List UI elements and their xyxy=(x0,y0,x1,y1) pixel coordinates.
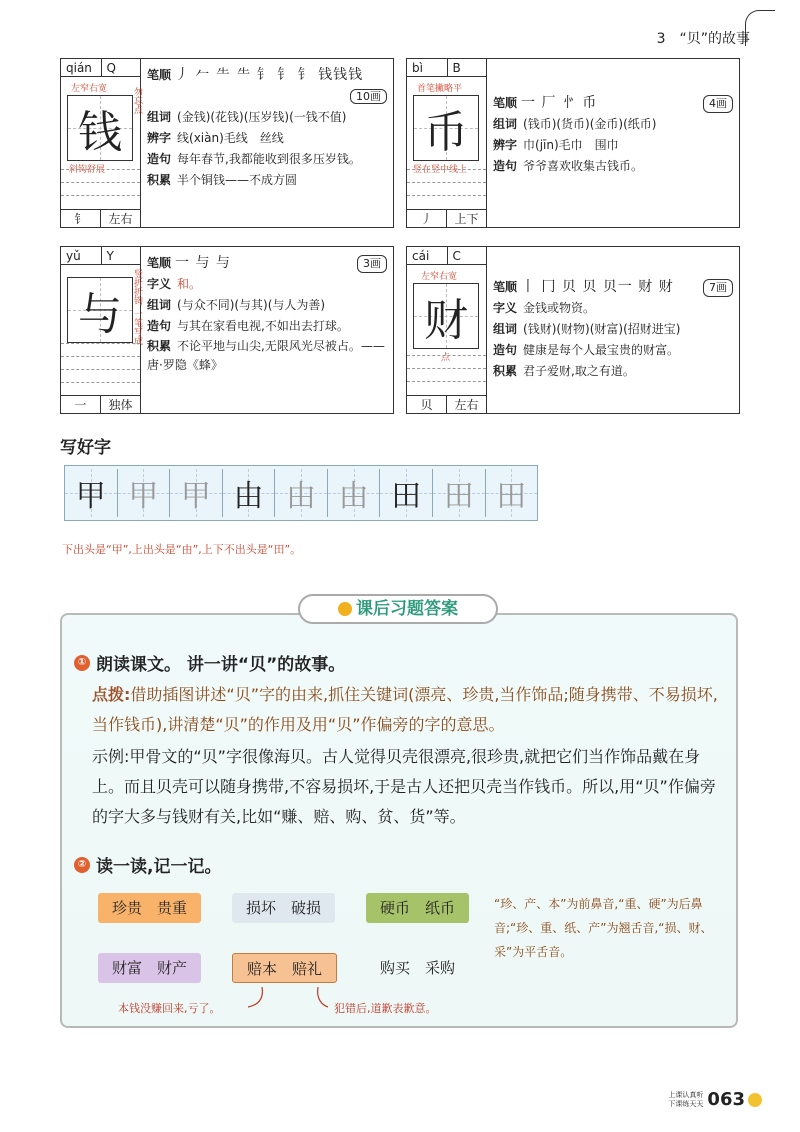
practice-char: 由 xyxy=(338,479,369,514)
stroke-order-line xyxy=(493,93,733,114)
radical: 丿 xyxy=(420,212,433,226)
footer-slogan-line: 下课练天天 xyxy=(668,1099,704,1108)
example-paragraph: 示例:甲骨文的“贝”字很像海贝。古人觉得贝壳很漂亮,很珍贵,就把它们当作饰品戴在身上。而且贝壳可以随身携带,不容易损坏,于是古人还把贝壳当作钱币。所以,用“贝”作偏旁的字大多与钱财有关,比如“赚、赔、购、贫、货”等。 xyxy=(92,747,716,826)
stroke-sequence: 一 厂 㣺 币 xyxy=(521,95,598,111)
structure: 独体 xyxy=(100,396,140,413)
row-text: 与其在家看电视,不如出去打球。 xyxy=(177,319,349,333)
row-label: 积累 xyxy=(147,173,172,187)
pinyin-letter: Y xyxy=(101,247,142,264)
word-chip: 购买 采购 xyxy=(380,959,456,977)
info-row xyxy=(147,295,387,316)
practice-note: 下出头是“甲”,上出头是“由”,上下不出头是“田”。 xyxy=(62,543,302,556)
lightbulb-icon xyxy=(338,602,352,616)
pinyin-row xyxy=(61,59,141,77)
stroke-order-line xyxy=(147,253,387,274)
row-label: 造句 xyxy=(147,152,172,166)
info-row xyxy=(147,128,387,149)
page-header: 3 “贝”的故事 xyxy=(656,31,750,47)
hint-text: 借助插图讲述“贝”字的由来,抓住关键词(漂亮、珍贵,当作饰品;随身携带、不易损坏,当作钱币),讲清楚“贝”的作用及用“贝”作偏旁的字的意思。 xyxy=(92,685,718,734)
char-card-info xyxy=(493,253,733,382)
hint-label: 点拨: xyxy=(92,685,131,704)
writing-hint: 竖折折钩 xyxy=(132,269,142,305)
stroke-label: 笔顺 xyxy=(147,256,172,270)
row-label: 字义 xyxy=(493,301,518,315)
word-chip: 财富 财产 xyxy=(98,953,201,983)
writing-hint: 斜钩舒展 xyxy=(69,165,106,175)
row-label: 组词 xyxy=(147,110,172,124)
section-title-write: 写好字 xyxy=(60,438,111,458)
row-label: 造句 xyxy=(493,159,518,173)
practice-strip xyxy=(64,465,538,521)
word-chip: 珍贵 贵重 xyxy=(98,893,201,923)
big-char: 币 xyxy=(424,107,468,158)
row-label: 组词 xyxy=(147,298,172,312)
footer-slogan-line: 上课认真听 xyxy=(668,1090,704,1099)
practice-cell xyxy=(433,469,486,517)
practice-cell xyxy=(380,469,433,517)
pinyin-letter: C xyxy=(447,247,488,264)
row-label: 辨字 xyxy=(147,131,172,145)
char-card-info xyxy=(493,65,733,177)
char-box xyxy=(67,277,133,343)
char-card-bi xyxy=(406,58,740,228)
tianzige-grid xyxy=(61,343,140,395)
row-text: 不论平地与山尖,无限风光尽被占。——唐·罗隐《蜂》 xyxy=(147,339,385,372)
practice-char: 甲 xyxy=(128,479,159,514)
stroke-order-line xyxy=(147,65,387,86)
row-text: 每年春节,我都能收到很多压岁钱。 xyxy=(177,152,361,166)
pinyin: yǔ xyxy=(66,249,81,263)
info-row xyxy=(147,316,387,337)
arrow-icons xyxy=(240,985,330,1009)
char-card-info xyxy=(147,253,387,375)
structure: 上下 xyxy=(446,210,486,227)
pinyin-row xyxy=(407,247,487,265)
row-text: 君子爱财,取之有道。 xyxy=(523,364,635,378)
stroke-label: 笔顺 xyxy=(147,68,172,82)
row-label: 造句 xyxy=(493,343,518,357)
practice-char: 田 xyxy=(443,479,474,514)
info-row xyxy=(493,340,733,361)
info-row xyxy=(493,298,733,319)
radical: 贝 xyxy=(420,398,433,412)
pinyin: bì xyxy=(412,61,423,75)
practice-char: 甲 xyxy=(75,479,106,514)
char-card-cai xyxy=(406,246,740,414)
word-chip: 硬币 纸币 xyxy=(366,893,469,923)
annotation-left: 本钱没赚回来,亏了。 xyxy=(118,1002,221,1015)
row-label: 造句 xyxy=(147,319,172,333)
page-number: 063 xyxy=(707,1089,745,1110)
char-card-yu xyxy=(60,246,394,414)
practice-cell xyxy=(118,469,171,517)
char-box xyxy=(413,95,479,161)
pronunciation-note: “珍、产、本”为前鼻音,“重、硬”为后鼻音;“珍、重、纸、产”为翘舌音,“损、财、采”为平舌音。 xyxy=(494,897,713,959)
pinyin: qián xyxy=(66,61,92,75)
char-card-left xyxy=(61,247,141,413)
practice-cell xyxy=(275,469,328,517)
row-label: 字义 xyxy=(147,277,172,291)
practice-char: 由 xyxy=(233,479,264,514)
page-footer xyxy=(668,1089,762,1110)
practice-cell xyxy=(223,469,276,517)
info-row xyxy=(147,170,387,191)
row-label: 组词 xyxy=(493,322,518,336)
stroke-sequence: 丿 𠂉 ⺧ ⺧ 钅 钅 钅 钱钱钱 xyxy=(175,67,364,83)
question-number-icon: ① xyxy=(74,655,90,671)
info-row xyxy=(147,149,387,170)
char-card-left xyxy=(407,59,487,227)
practice-char: 田 xyxy=(496,479,527,514)
stroke-order-line xyxy=(493,277,733,298)
info-row xyxy=(493,114,733,135)
char-card-qian xyxy=(60,58,394,228)
writing-hint: 首笔撇略平 xyxy=(417,84,463,94)
hint-paragraph xyxy=(92,680,722,740)
row-label: 积累 xyxy=(493,364,518,378)
tianzige-grid xyxy=(407,169,486,209)
annotation-right: 犯错后,道歉表歉意。 xyxy=(334,1002,437,1015)
answers-title xyxy=(298,594,498,624)
practice-cell xyxy=(486,469,538,517)
practice-char: 田 xyxy=(391,479,422,514)
info-row xyxy=(493,156,733,177)
structure: 左右 xyxy=(100,210,140,227)
radical: 一 xyxy=(74,398,87,412)
question-title: 朗读课文。 讲一讲“贝”的故事。 xyxy=(96,655,346,675)
char-card-left xyxy=(407,247,487,413)
stroke-sequence: 丨 冂 贝 贝 贝一 财 财 xyxy=(521,279,674,295)
pinyin: cái xyxy=(412,249,430,263)
char-box xyxy=(413,283,479,349)
info-row xyxy=(147,107,387,128)
stroke-count-badge: 10画 xyxy=(350,89,387,104)
word-chip: 损坏 破损 xyxy=(232,893,335,923)
answers-title-text: 课后习题答案 xyxy=(356,599,458,619)
star-icon xyxy=(748,1093,762,1107)
writing-hint: 左窄右宽 xyxy=(71,84,108,94)
practice-char: 由 xyxy=(286,479,317,514)
question-title: 读一读,记一记。 xyxy=(96,857,222,877)
row-text: (与众不同)(与其)(与人为善) xyxy=(177,298,326,312)
pinyin-row xyxy=(407,59,487,77)
writing-hint: 一笔写成 xyxy=(132,309,142,345)
row-text: 金钱或物资。 xyxy=(523,301,596,315)
pinyin-letter: B xyxy=(447,59,488,76)
char-card-left xyxy=(61,59,141,227)
footer-slogan xyxy=(668,1091,703,1109)
writing-hint: 竖在竖中线上 xyxy=(413,165,468,175)
question-1 xyxy=(74,650,345,675)
writing-hint: 点 xyxy=(441,353,451,363)
stroke-label: 笔顺 xyxy=(493,96,518,110)
row-text: 线(xiàn)毛线 丝线 xyxy=(177,131,284,145)
row-text: 半个铜钱——不成方圆 xyxy=(177,173,298,187)
structure: 左右 xyxy=(446,396,486,413)
info-row xyxy=(493,135,733,156)
stroke-sequence: 一 与 与 xyxy=(175,255,231,271)
stroke-count-badge: 7画 xyxy=(703,279,733,297)
row-text: 健康是每个人最宝贵的财富。 xyxy=(523,343,680,357)
stroke-label: 笔顺 xyxy=(493,280,518,294)
pinyin-row xyxy=(61,247,141,265)
big-char: 与 xyxy=(78,289,122,340)
row-text: (钱币)(货币)(金币)(纸币) xyxy=(523,117,657,131)
stroke-count-badge: 3画 xyxy=(357,255,387,273)
stroke-count-badge: 4画 xyxy=(703,95,733,113)
writing-hint: 左窄右宽 xyxy=(421,272,458,282)
info-row xyxy=(147,274,387,295)
question-number-icon: ② xyxy=(74,857,90,873)
word-chip: 赔本 赔礼 xyxy=(232,953,337,983)
radical-structure-row xyxy=(407,395,486,413)
practice-cell xyxy=(170,469,223,517)
tianzige-grid xyxy=(61,169,140,209)
radical-structure-row xyxy=(61,395,140,413)
writing-hint: 勿忘点 xyxy=(132,87,142,114)
row-text: (金钱)(花钱)(压岁钱)(一钱不值) xyxy=(177,110,347,124)
big-char: 财 xyxy=(424,295,468,346)
info-row xyxy=(493,319,733,340)
row-label: 辨字 xyxy=(493,138,518,152)
practice-cell xyxy=(328,469,381,517)
char-card-info xyxy=(147,65,387,191)
row-text: 巾(jīn)毛巾 围巾 xyxy=(523,138,619,152)
row-text: 和。 xyxy=(177,277,202,291)
row-text: (钱财)(财物)(财富)(招财进宝) xyxy=(523,322,681,336)
row-label: 积累 xyxy=(147,339,172,353)
big-char: 钱 xyxy=(78,107,122,158)
char-box xyxy=(67,95,133,161)
info-row xyxy=(147,337,387,375)
info-row xyxy=(493,361,733,382)
row-text: 爷爷喜欢收集古钱币。 xyxy=(523,159,644,173)
practice-cell xyxy=(65,469,118,517)
row-label: 组词 xyxy=(493,117,518,131)
practice-char: 甲 xyxy=(180,479,211,514)
tianzige-grid xyxy=(407,355,486,395)
radical: 钅 xyxy=(74,212,87,226)
radical-structure-row xyxy=(61,209,140,227)
pinyin-letter: Q xyxy=(101,59,142,76)
radical-structure-row xyxy=(407,209,486,227)
question-2 xyxy=(74,852,221,877)
